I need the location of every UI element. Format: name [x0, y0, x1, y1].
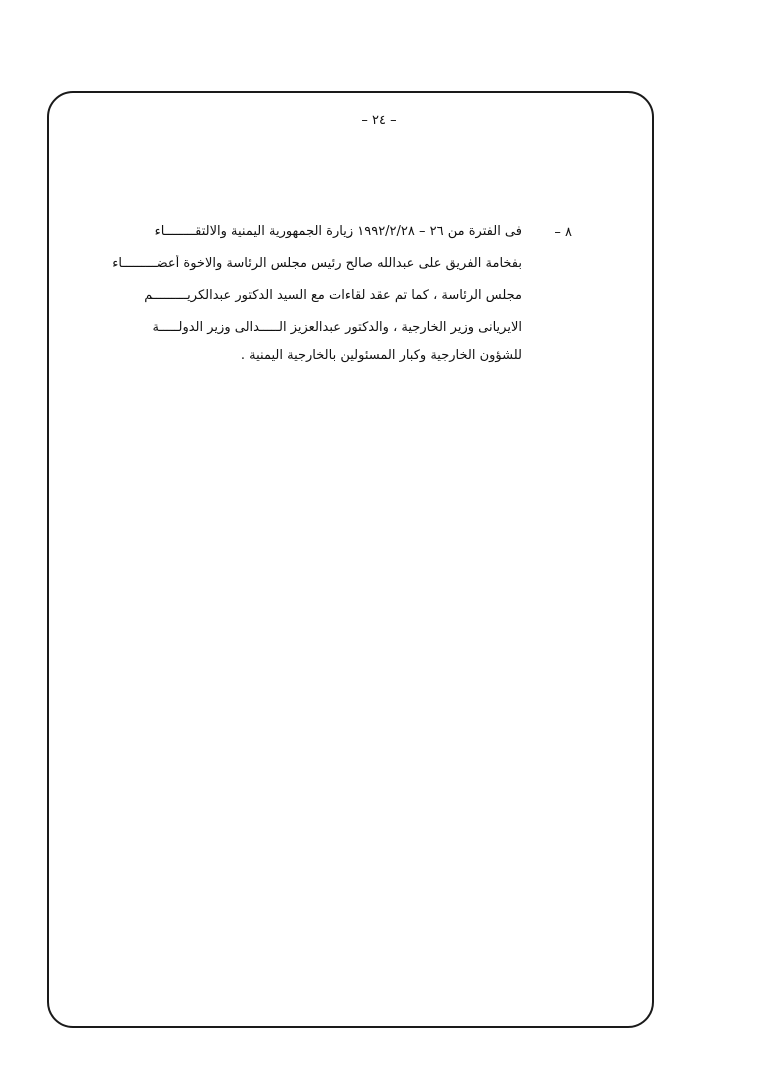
paragraph-line: للشؤون الخارجية وكبار المسئولين بالخارجية اليمنية .: [240, 348, 522, 363]
page-number: – ٢٤ –: [361, 113, 397, 128]
item-number: ٨ –: [554, 225, 572, 240]
paragraph-line: فى الفترة من ٢٦ – ١٩٩٢/٢/٢٨ زيارة الجمهورية اليمنية والالتقــــــــاء: [154, 224, 522, 239]
paragraph-line: بفخامة الفريق على عبدالله صالح رئيس مجلس الرئاسة والاخوة أعضـــــــــاء: [112, 256, 522, 271]
paragraph-line: الايريانى وزير الخارجية ، والدكتور عبدالعزيز الـــــدالى وزير الدولـــــة: [152, 320, 522, 335]
paragraph-line: مجلس الرئاسة ، كما تم عقد لقاءات مع السيد الدكتور عبدالكريـــــــــم: [144, 288, 522, 303]
